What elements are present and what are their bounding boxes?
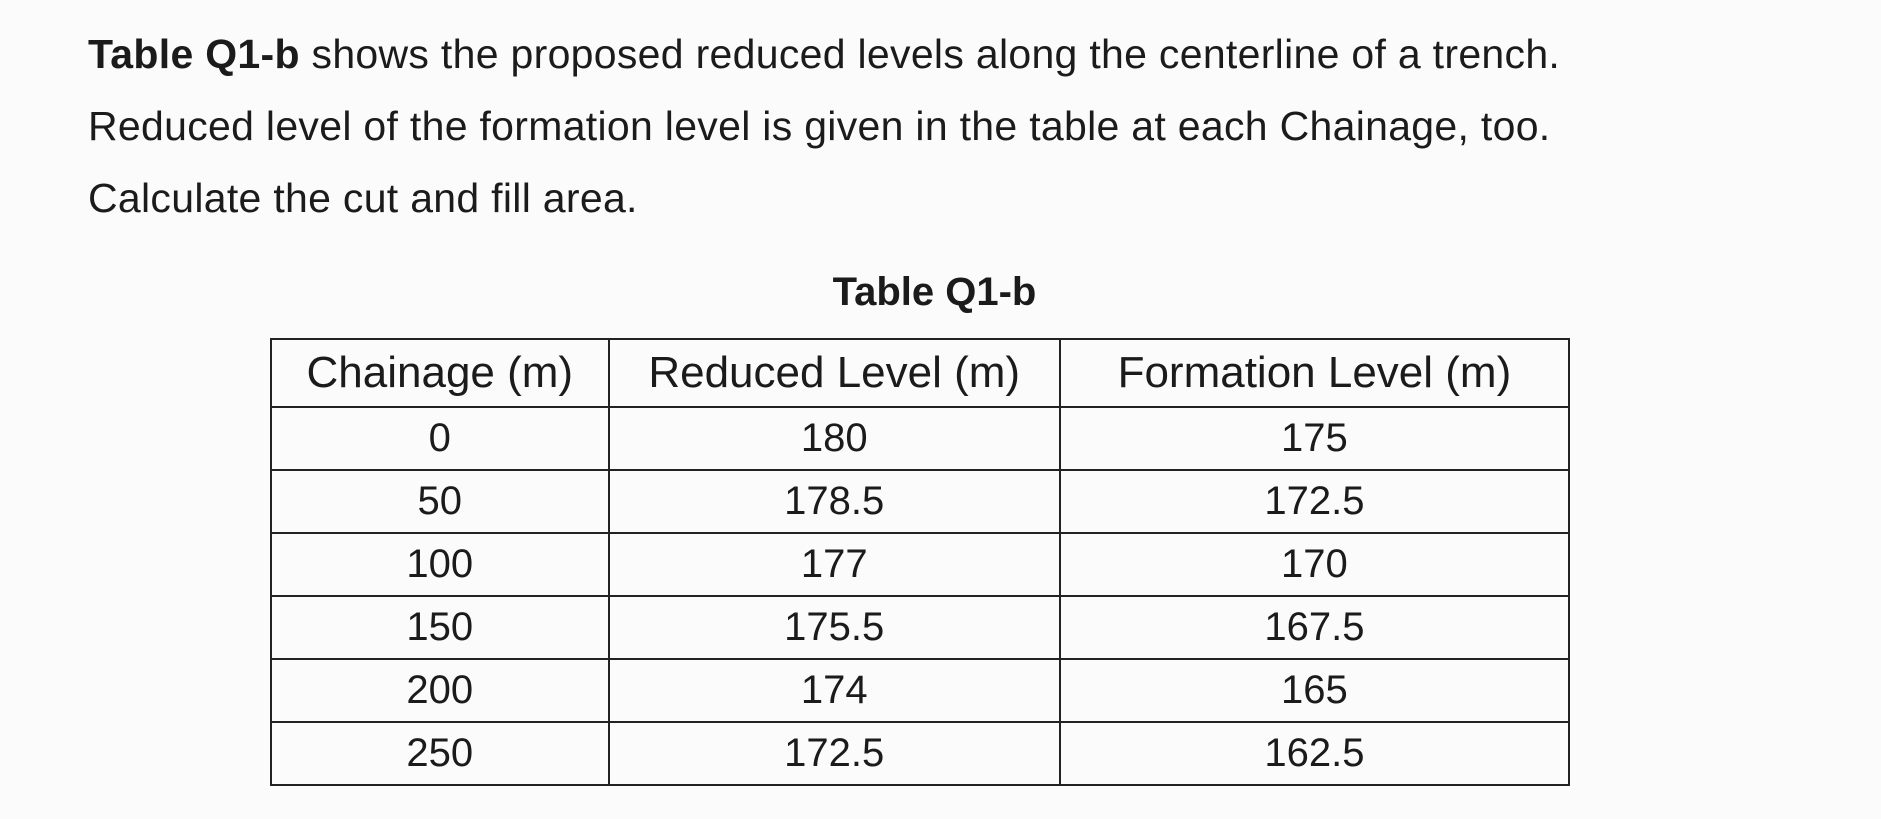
problem-line-1-text: shows the proposed reduced levels along the centerline of a trench. (299, 31, 1561, 77)
column-header-reduced-level: Reduced Level (m) (609, 339, 1060, 407)
table-header-row (271, 339, 1569, 407)
chainage-cell: 250 (271, 722, 609, 785)
table-caption: Table Q1-b (832, 270, 1037, 314)
formation-level-cell: 175 (1060, 407, 1569, 470)
chainage-cell: 50 (271, 470, 609, 533)
table-row (271, 407, 1569, 470)
levels-table (270, 338, 1570, 786)
table-reference: Table Q1-b (88, 31, 300, 77)
reduced-level-cell: 178.5 (609, 470, 1060, 533)
problem-line-2: Reduced level of the formation level is given in the table at each Chainage, too. (88, 103, 1551, 149)
table-row (271, 470, 1569, 533)
formation-level-cell: 165 (1060, 659, 1569, 722)
chainage-cell: 0 (271, 407, 609, 470)
formation-level-cell: 170 (1060, 533, 1569, 596)
column-header-formation-level: Formation Level (m) (1060, 339, 1569, 407)
formation-level-cell: 172.5 (1060, 470, 1569, 533)
table-row (271, 659, 1569, 722)
formation-level-cell: 162.5 (1060, 722, 1569, 785)
reduced-level-cell: 180 (609, 407, 1060, 470)
table-row (271, 722, 1569, 785)
column-header-chainage: Chainage (m) (271, 339, 609, 407)
reduced-level-cell: 175.5 (609, 596, 1060, 659)
chainage-cell: 100 (271, 533, 609, 596)
chainage-cell: 200 (271, 659, 609, 722)
formation-level-cell: 167.5 (1060, 596, 1569, 659)
problem-line-1 (88, 18, 1768, 90)
chainage-cell: 150 (271, 596, 609, 659)
table-row (271, 533, 1569, 596)
reduced-level-cell: 172.5 (609, 722, 1060, 785)
reduced-level-cell: 177 (609, 533, 1060, 596)
problem-line-3: Calculate the cut and fill area. (88, 175, 638, 221)
reduced-level-cell: 174 (609, 659, 1060, 722)
table-row (271, 596, 1569, 659)
problem-statement (88, 18, 1768, 234)
